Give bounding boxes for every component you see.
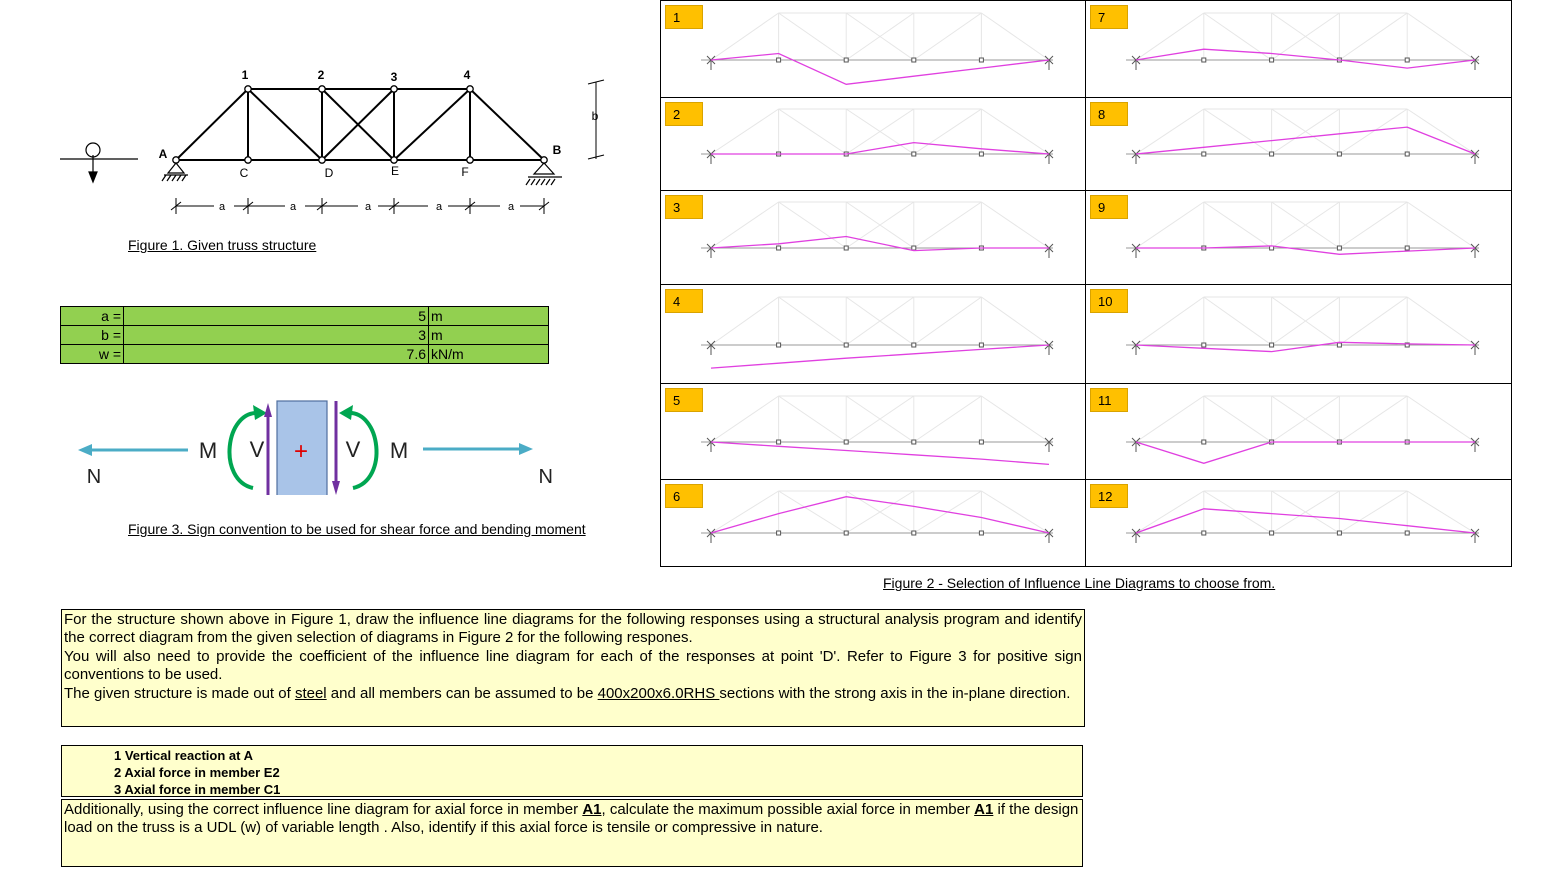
- ild-number-badge: 1: [665, 5, 703, 29]
- node-label-e: E: [390, 164, 400, 178]
- span-label: a: [435, 201, 443, 213]
- node-label-1: 1: [241, 68, 249, 82]
- truss-ghost: [1136, 13, 1475, 60]
- ild-number-badge: 2: [665, 102, 703, 126]
- node-marker: [844, 343, 848, 347]
- ild-plot: [1086, 98, 1513, 192]
- response-item: 1 Vertical reaction at A: [114, 748, 253, 763]
- text-run: and all members can be assumed to be: [326, 684, 598, 702]
- influence-line: [711, 442, 1049, 464]
- span-dimension: [171, 198, 549, 214]
- node-marker: [979, 152, 983, 156]
- text-run: , calculate the maximum possible axial force in member: [601, 801, 975, 818]
- ild-panel[interactable]: [660, 479, 1086, 567]
- node-marker: [1270, 58, 1274, 62]
- parameter-table: [60, 306, 549, 364]
- text-run: if the design load on the truss is a UDL (w) of variable length . Also, identify if this axial force is tensile or compressive in nature.: [64, 801, 1079, 836]
- node-marker: [1405, 152, 1409, 156]
- ild-number-badge: 3: [665, 195, 703, 219]
- sign-convention-diagram: [75, 395, 555, 495]
- ild-number-badge: 6: [665, 484, 703, 508]
- node-label-d: D: [324, 166, 334, 180]
- axial-label-right: N: [538, 466, 553, 488]
- ild-number-badge: 8: [1090, 102, 1128, 126]
- parameter-row: [61, 307, 549, 326]
- parameter-value[interactable]: 7.6: [124, 345, 429, 364]
- ild-panel[interactable]: [660, 97, 1086, 191]
- ild-plot: [661, 98, 1087, 192]
- influence-line: [1136, 442, 1475, 463]
- moment-label-right: M: [389, 438, 409, 463]
- ild-number-badge: 9: [1090, 195, 1128, 219]
- ild-panel[interactable]: [1085, 383, 1512, 480]
- ild-plot: [1086, 480, 1513, 568]
- ild-plot: [661, 384, 1087, 481]
- response-item: 3 Axial force in member C1: [114, 782, 281, 797]
- ild-panel[interactable]: [1085, 479, 1512, 567]
- node-marker: [777, 531, 781, 535]
- truss-ghost: [711, 491, 1049, 533]
- problem-paragraph-3: [64, 685, 1082, 703]
- node-marker: [912, 246, 916, 250]
- node-marker: [979, 531, 983, 535]
- truss-ghost: [711, 396, 1049, 442]
- node-marker: [777, 343, 781, 347]
- text-run: Additionally, using the correct influence line diagram for axial force in member: [64, 801, 583, 818]
- influence-line: [711, 143, 1049, 154]
- problem-paragraph-1: For the structure shown above in Figure 1, draw the influence line diagrams for the following responses using a structural analysis program and identify the correct diagram from the given selection of diagrams in Figure 2 for the following respones.: [64, 611, 1082, 647]
- parameter-unit: kN/m: [429, 345, 549, 364]
- truss-ghost: [1136, 202, 1475, 248]
- truss-ghost: [711, 109, 1049, 154]
- span-label: a: [289, 201, 297, 213]
- ild-panel[interactable]: [1085, 190, 1512, 285]
- ild-plot: [1086, 384, 1513, 481]
- truss-ghost: [1136, 491, 1475, 533]
- ild-plot: [1086, 191, 1513, 286]
- node-marker: [1337, 531, 1341, 535]
- member-name: A1: [974, 801, 994, 818]
- node-marker: [1202, 343, 1206, 347]
- node-marker: [1405, 58, 1409, 62]
- shear-arrow-left: [264, 403, 272, 495]
- plus-sign: +: [293, 438, 309, 465]
- node-marker: [1270, 152, 1274, 156]
- span-label: a: [364, 201, 372, 213]
- truss-ghost: [711, 297, 1049, 345]
- response-list: [61, 745, 1083, 797]
- influence-line: [1136, 246, 1475, 254]
- ild-number-badge: 12: [1090, 484, 1128, 508]
- parameter-row: [61, 326, 549, 345]
- node-marker: [912, 343, 916, 347]
- additional-question: [61, 799, 1083, 867]
- truss-joints: [173, 86, 547, 163]
- node-marker: [912, 531, 916, 535]
- node-marker: [777, 246, 781, 250]
- truss-ghost: [1136, 396, 1475, 442]
- node-marker: [777, 58, 781, 62]
- section-name: 400x200x6.0RHS: [597, 684, 720, 702]
- truss-ghost: [711, 202, 1049, 248]
- ild-number-badge: 7: [1090, 5, 1128, 29]
- ild-number-badge: 4: [665, 289, 703, 313]
- ild-plot: [661, 480, 1087, 568]
- parameter-label: b =: [61, 326, 124, 345]
- node-label-3: 3: [390, 70, 398, 84]
- span-labels: [219, 201, 515, 213]
- ild-panel[interactable]: [1085, 97, 1512, 191]
- material-name: steel: [294, 684, 327, 702]
- node-label-a: A: [158, 147, 168, 161]
- influence-line-grid: [660, 0, 1512, 567]
- span-label: a: [218, 201, 226, 213]
- parameter-unit: m: [429, 307, 549, 326]
- node-label-b: B: [552, 143, 562, 157]
- node-marker: [1337, 246, 1341, 250]
- node-marker: [844, 440, 848, 444]
- node-label-2: 2: [317, 68, 325, 82]
- node-marker: [1202, 440, 1206, 444]
- parameter-value[interactable]: 3: [124, 326, 429, 345]
- parameter-value[interactable]: 5: [124, 307, 429, 326]
- node-marker: [844, 531, 848, 535]
- ild-panel[interactable]: [660, 190, 1086, 285]
- node-marker: [1405, 246, 1409, 250]
- shear-label-left: V: [249, 437, 265, 462]
- node-marker: [1405, 531, 1409, 535]
- problem-statement: [61, 609, 1085, 727]
- ild-panel[interactable]: [660, 0, 1086, 98]
- node-marker: [1337, 152, 1341, 156]
- text-run: The given structure is made out of: [64, 684, 295, 702]
- unit-load-symbol: [60, 143, 138, 182]
- axial-arrow-left: [78, 444, 188, 456]
- node-marker: [1337, 343, 1341, 347]
- ild-number-badge: 11: [1090, 388, 1128, 412]
- node-label-4: 4: [463, 68, 471, 82]
- response-item: 2 Axial force in member E2: [114, 765, 280, 780]
- bottom-node-labels: [159, 143, 562, 180]
- node-marker: [844, 58, 848, 62]
- ild-plot: [1086, 285, 1513, 385]
- truss-ghost: [1136, 109, 1475, 154]
- node-marker: [1202, 152, 1206, 156]
- shear-arrow-right: [332, 401, 340, 495]
- node-marker: [912, 58, 916, 62]
- node-marker: [1270, 343, 1274, 347]
- influence-line: [1136, 49, 1475, 68]
- node-marker: [979, 58, 983, 62]
- member-name: A1: [582, 801, 602, 818]
- truss-diagram: [55, 62, 615, 222]
- ild-plot: [1086, 1, 1513, 99]
- parameter-row: [61, 345, 549, 364]
- ild-panel[interactable]: [660, 284, 1086, 384]
- span-label: a: [507, 201, 515, 213]
- ild-plot: [661, 285, 1087, 385]
- shear-label-right: V: [345, 437, 361, 462]
- ild-panel[interactable]: [1085, 284, 1512, 384]
- truss-members: [176, 89, 544, 160]
- node-marker: [1270, 531, 1274, 535]
- node-marker: [777, 440, 781, 444]
- parameter-unit: m: [429, 326, 549, 345]
- node-marker: [979, 343, 983, 347]
- axial-label-left: N: [86, 466, 102, 488]
- truss-ghost: [711, 13, 1049, 60]
- roller-support-b: [526, 163, 562, 185]
- pin-support-a: [162, 163, 188, 181]
- node-label-c: C: [239, 166, 249, 180]
- ild-plot: [661, 191, 1087, 286]
- influence-line: [711, 345, 1049, 368]
- truss-ghost: [1136, 297, 1475, 345]
- ild-plot: [661, 1, 1087, 99]
- height-label: b: [591, 109, 599, 123]
- node-marker: [1202, 531, 1206, 535]
- node-marker: [979, 440, 983, 444]
- ild-number-badge: 5: [665, 388, 703, 412]
- node-marker: [844, 246, 848, 250]
- influence-line: [711, 54, 1049, 85]
- text-run: sections with the strong axis in the in-plane direction.: [719, 684, 1071, 702]
- axial-arrow-right: [423, 443, 533, 455]
- top-node-labels: [242, 68, 471, 84]
- figure3-caption: Figure 3. Sign convention to be used for shear force and bending moment: [128, 521, 586, 537]
- moment-label-left: M: [198, 438, 218, 463]
- figure2-caption: Figure 2 - Selection of Influence Line Diagrams to choose from.: [883, 575, 1276, 591]
- ild-panel[interactable]: [660, 383, 1086, 480]
- influence-line: [711, 497, 1049, 533]
- parameter-label: w =: [61, 345, 124, 364]
- figure1-caption: Figure 1. Given truss structure: [128, 237, 317, 253]
- node-marker: [912, 440, 916, 444]
- parameter-label: a =: [61, 307, 124, 326]
- node-marker: [1202, 58, 1206, 62]
- ild-number-badge: 10: [1090, 289, 1128, 313]
- influence-line: [1136, 342, 1475, 351]
- node-label-f: F: [461, 165, 469, 179]
- ild-panel[interactable]: [1085, 0, 1512, 98]
- node-marker: [912, 152, 916, 156]
- problem-paragraph-2: You will also need to provide the coefficient of the influence line diagram for each of the responses at point 'D'. Refer to Figure 3 for positive sign conventions to be used.: [64, 647, 1082, 684]
